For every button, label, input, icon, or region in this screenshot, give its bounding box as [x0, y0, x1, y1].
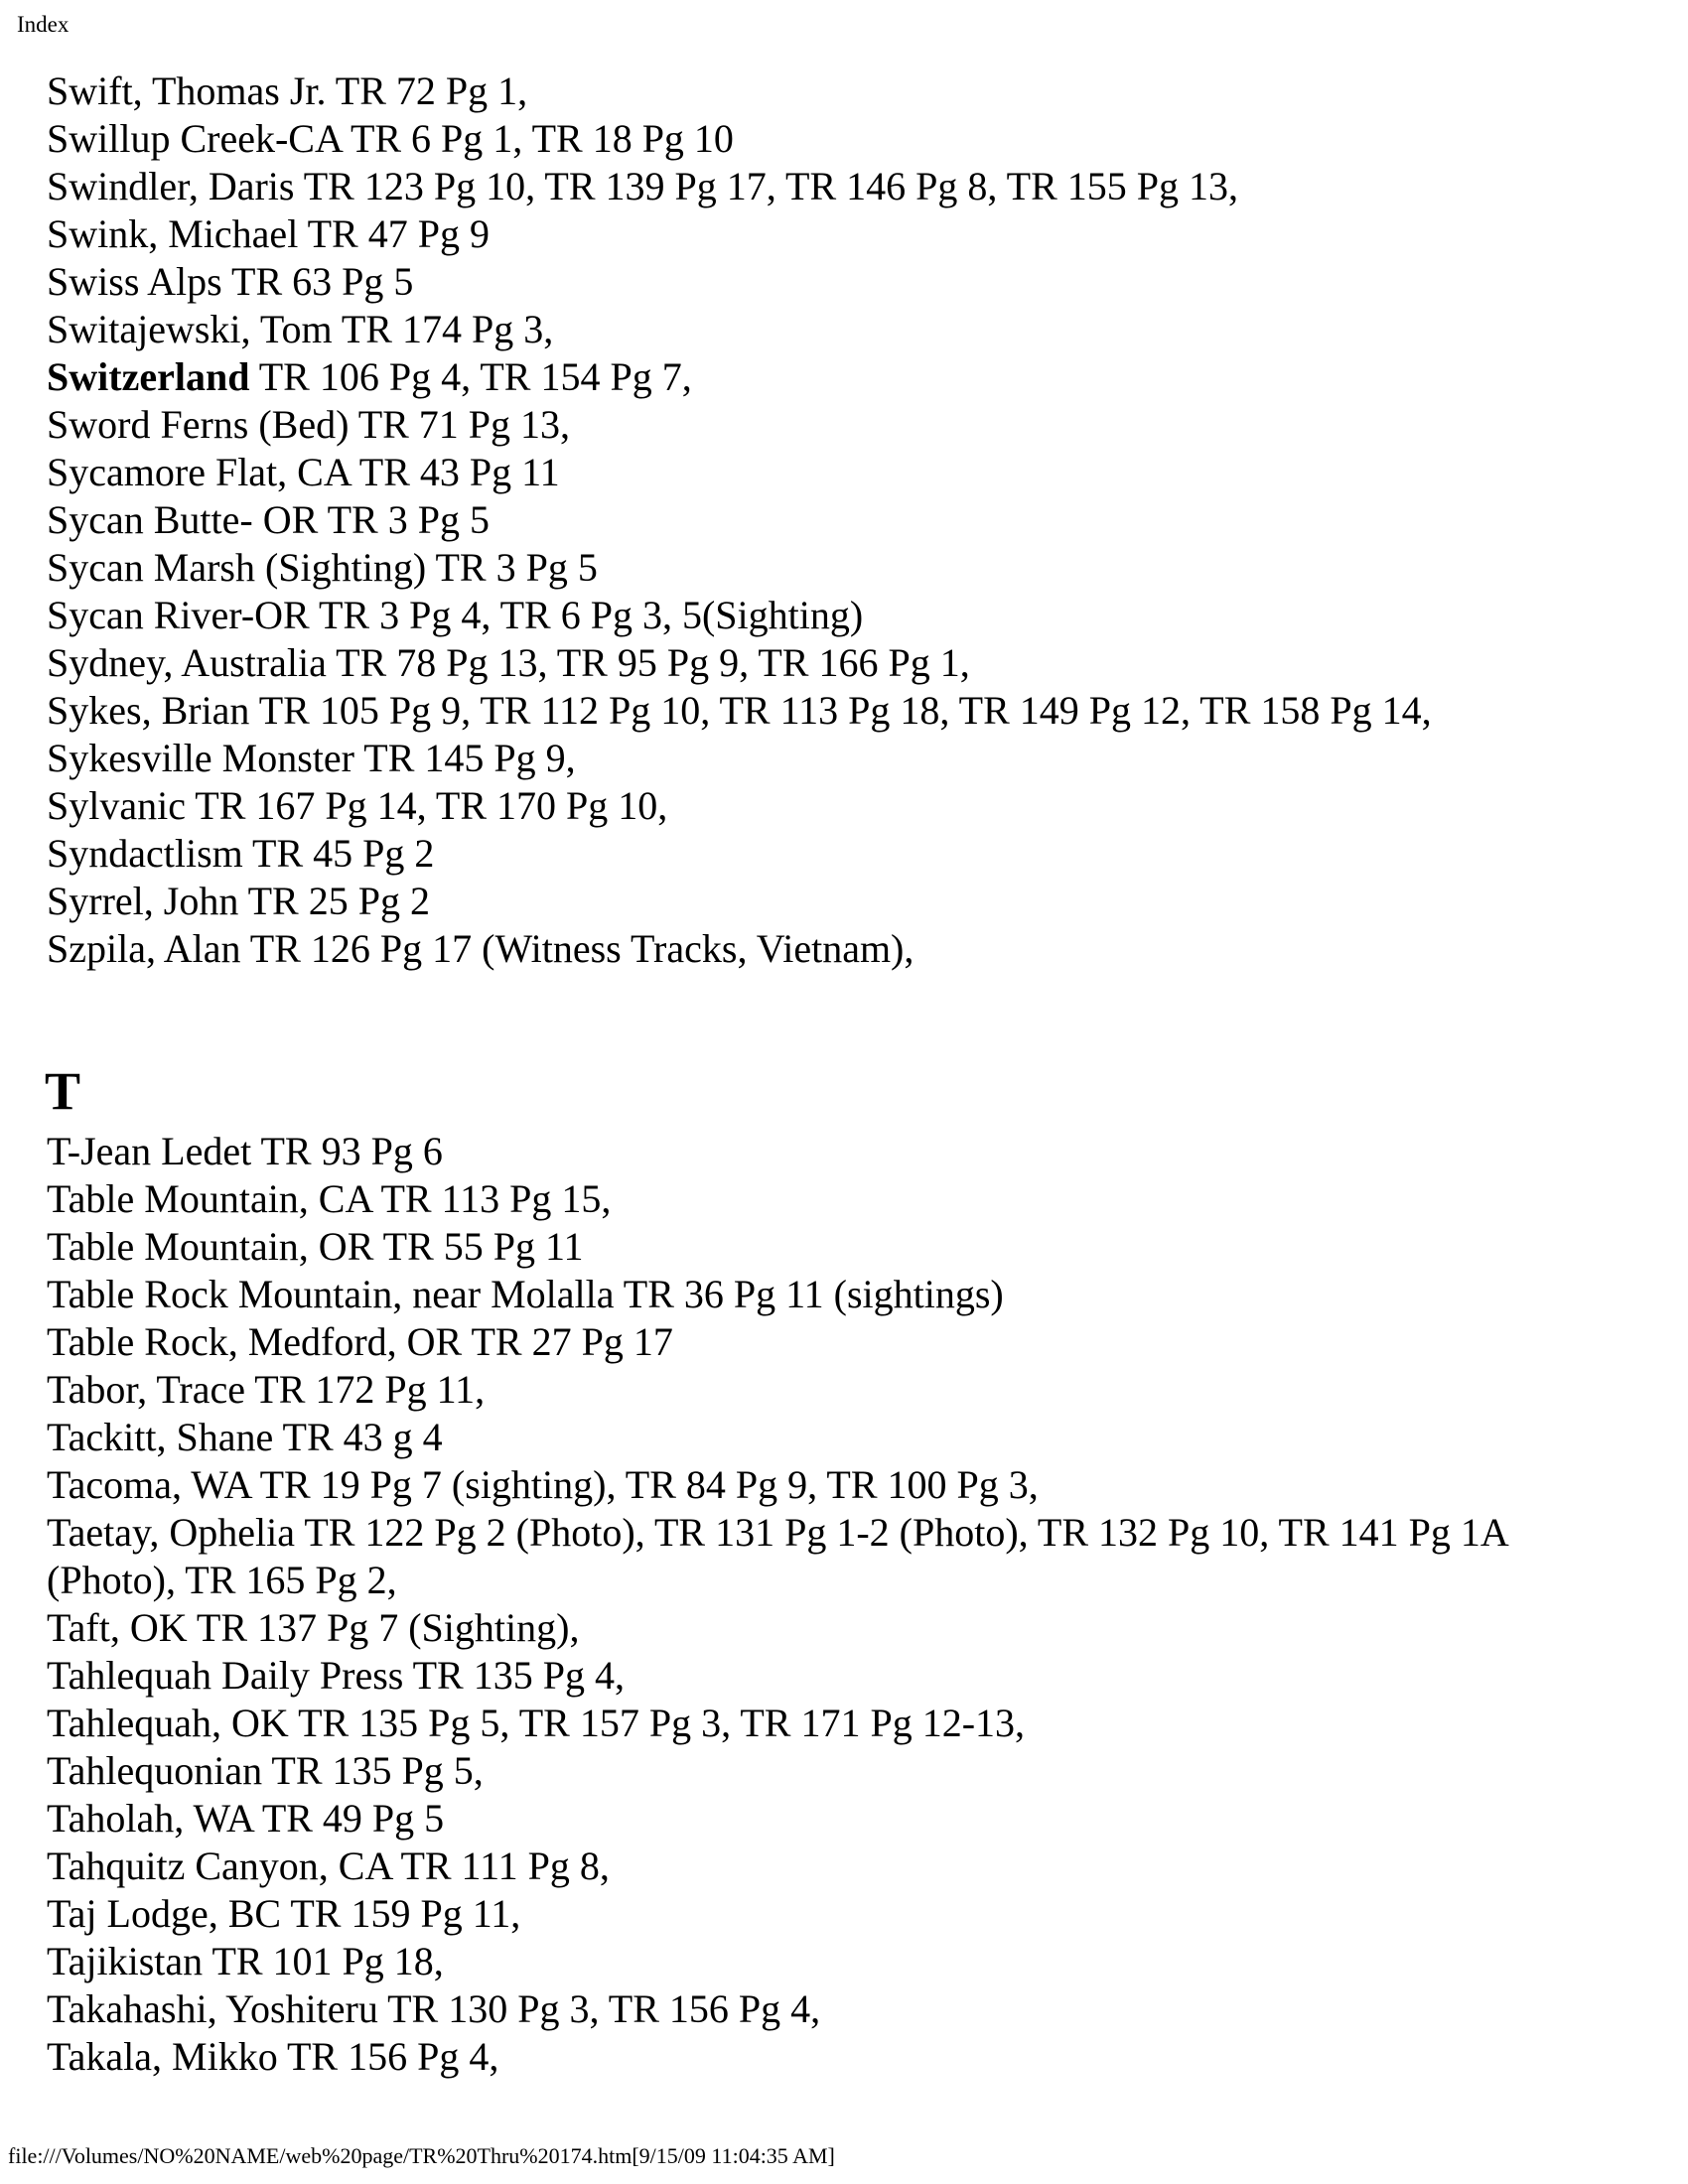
index-entry: Takahashi, Yoshiteru TR 130 Pg 3, TR 156 Pg 4,: [47, 1986, 821, 2031]
index-entry: Szpila, Alan TR 126 Pg 17 (Witness Tracks, Vietnam),: [47, 926, 914, 971]
index-entry: Taetay, Ophelia TR 122 Pg 2 (Photo), TR 131 Pg 1-2 (Photo), TR 132 Pg 10, TR 141 Pg 1A: [47, 1510, 1509, 1555]
index-section-s: [47, 68, 1432, 973]
index-entry: Tabor, Trace TR 172 Pg 11,: [47, 1367, 486, 1412]
index-entry-continuation: (Photo), TR 165 Pg 2,: [47, 1558, 397, 1602]
index-entry: Tacoma, WA TR 19 Pg 7 (sighting), TR 84 Pg 9, TR 100 Pg 3,: [47, 1462, 1039, 1507]
index-entry: Tahlequah, OK TR 135 Pg 5, TR 157 Pg 3, TR 171 Pg 12-13,: [47, 1701, 1026, 1745]
index-entry: Sykesville Monster TR 145 Pg 9,: [47, 736, 576, 780]
index-entry: Table Mountain, OR TR 55 Pg 11: [47, 1224, 584, 1269]
index-entry: Sylvanic TR 167 Pg 14, TR 170 Pg 10,: [47, 783, 668, 828]
index-entry: Swift, Thomas Jr. TR 72 Pg 1,: [47, 68, 528, 113]
index-entry: Taft, OK TR 137 Pg 7 (Sighting),: [47, 1605, 580, 1650]
index-entry: Takala, Mikko TR 156 Pg 4,: [47, 2034, 499, 2079]
index-entry: Sycan Butte- OR TR 3 Pg 5: [47, 497, 490, 542]
index-entry: Sycan Marsh (Sighting) TR 3 Pg 5: [47, 545, 598, 590]
index-entry: Syndactlism TR 45 Pg 2: [47, 831, 435, 876]
index-entry: Tajikistan TR 101 Pg 18,: [47, 1939, 444, 1983]
index-entry: Sword Ferns (Bed) TR 71 Pg 13,: [47, 402, 571, 447]
index-section-t: [47, 1128, 1509, 2081]
index-entry: Table Mountain, CA TR 113 Pg 15,: [47, 1176, 612, 1221]
index-entry: Tahquitz Canyon, CA TR 111 Pg 8,: [47, 1843, 610, 1888]
index-entry: Sycamore Flat, CA TR 43 Pg 11: [47, 450, 560, 494]
index-entry: Switajewski, Tom TR 174 Pg 3,: [47, 307, 554, 351]
index-entry: Swillup Creek-CA TR 6 Pg 1, TR 18 Pg 10: [47, 116, 734, 161]
index-entry: Sydney, Australia TR 78 Pg 13, TR 95 Pg 9, TR 166 Pg 1,: [47, 640, 970, 685]
index-entry: Tahlequah Daily Press TR 135 Pg 4,: [47, 1653, 625, 1698]
index-entry: Syrrel, John TR 25 Pg 2: [47, 879, 430, 923]
index-entry: [47, 353, 1432, 401]
index-entry: Taholah, WA TR 49 Pg 5: [47, 1796, 445, 1841]
page-header-title: Index: [17, 12, 70, 37]
index-entry: Sycan River-OR TR 3 Pg 4, TR 6 Pg 3, 5(Sighting): [47, 593, 864, 637]
index-entry: T-Jean Ledet TR 93 Pg 6: [47, 1129, 443, 1173]
index-entry-references: TR 106 Pg 4, TR 154 Pg 7,: [249, 354, 692, 399]
index-entry: Swiss Alps TR 63 Pg 5: [47, 259, 414, 304]
index-entry: Swindler, Daris TR 123 Pg 10, TR 139 Pg 17, TR 146 Pg 8, TR 155 Pg 13,: [47, 164, 1239, 208]
index-entry: Table Rock, Medford, OR TR 27 Pg 17: [47, 1319, 673, 1364]
index-entry-bold-term: Switzerland: [47, 354, 250, 399]
index-entry: Swink, Michael TR 47 Pg 9: [47, 211, 490, 256]
page-footer-file-path: file:///Volumes/NO%20NAME/web%20page/TR%20Thru%20174.htm[9/15/09 11:04:35 AM]: [8, 2143, 835, 2168]
index-entry: Taj Lodge, BC TR 159 Pg 11,: [47, 1891, 521, 1936]
index-entry: Tackitt, Shane TR 43 g 4: [47, 1415, 443, 1459]
section-heading-t: T: [45, 1061, 81, 1121]
index-entry: Sykes, Brian TR 105 Pg 9, TR 112 Pg 10, TR 113 Pg 18, TR 149 Pg 12, TR 158 Pg 14,: [47, 688, 1432, 733]
index-entry: Tahlequonian TR 135 Pg 5,: [47, 1748, 484, 1793]
index-entry: Table Rock Mountain, near Molalla TR 36 Pg 11 (sightings): [47, 1272, 1004, 1316]
